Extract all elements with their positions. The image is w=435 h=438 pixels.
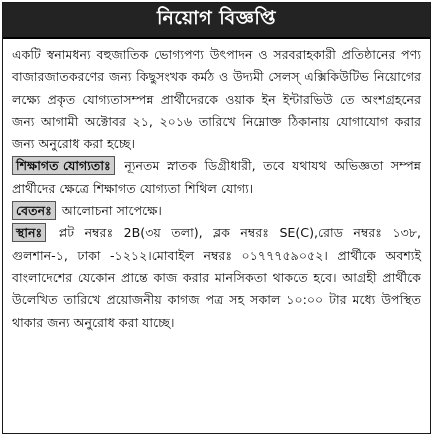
education-label: শিক্ষাগত যোগ্যতাঃ <box>12 156 115 175</box>
education-text: ন্যূনতম স্নাতক ডিগ্রীধারী, তবে যথাযথ অভিজ্ঞতা সম্পন্ন প্রার্থীদের ক্ষেত্রে শিক্ষাগত যোগ্যতা শিথিল যোগ্য। <box>12 158 421 196</box>
location-label: স্থানঃ <box>12 223 46 242</box>
education-row <box>12 155 421 200</box>
notice-body <box>3 39 430 334</box>
intro-paragraph: একটি স্বনামধন্য বহুজাতিক ভোগ্যপণ্য উৎপাদন ও সরবরাহকারী প্রতিষ্ঠানের পণ্য বাজারজাতকরণের জন্য কিছুসংখক কর্মঠ ও উদ্যমী সেলস্‌ এক্সিকিউটিভ নিয়োগের লক্ষ্যে প্রকৃত যোগ্যতাসম্পন্ন প্রার্থীদেরকে ওয়াক ইন ইন্টারভিউ তে অংশগ্রহনের জন্য আগামী অক্টোবর ২১, ২০১৬ তারিখে নিম্নোক্ত ঠিকানায় যোগাযোগ করার জন্য অনুরোধ করা হচ্ছে। <box>12 47 421 152</box>
location-text: প্লট নম্বরঃ 2B(৩য় তলা), ব্লক নম্বরঃ SE(C),রোড নম্বরঃ ১৩৮, গুলশান-১, ঢাকা -১২১২।মোবাইল নম্বরঃ ০১৭৭৭৫৯০৫২। প্রার্থীকে অবশ্যই বাংলাদেশের যেকোন প্রান্তে কাজ করার মানসিকতা থাকতে হবে। আগ্রহী প্রার্থীকে উলেখিত তারিখে প্রয়োজনীয় কাগজ পত্র সহ সকাল ১০:০০ টার মধ্যে উপস্থিত থাকার জন্য অনুরোধ করা যাচ্ছে। <box>12 225 421 330</box>
salary-label: বেতনঃ <box>12 201 56 220</box>
location-row <box>12 222 421 333</box>
salary-row <box>12 200 421 222</box>
salary-text: আলোচনা সাপেক্ষে। <box>61 203 162 219</box>
notice-title: নিয়োগ বিজ্ঞপ্তি <box>3 3 430 39</box>
job-notice <box>2 2 431 434</box>
